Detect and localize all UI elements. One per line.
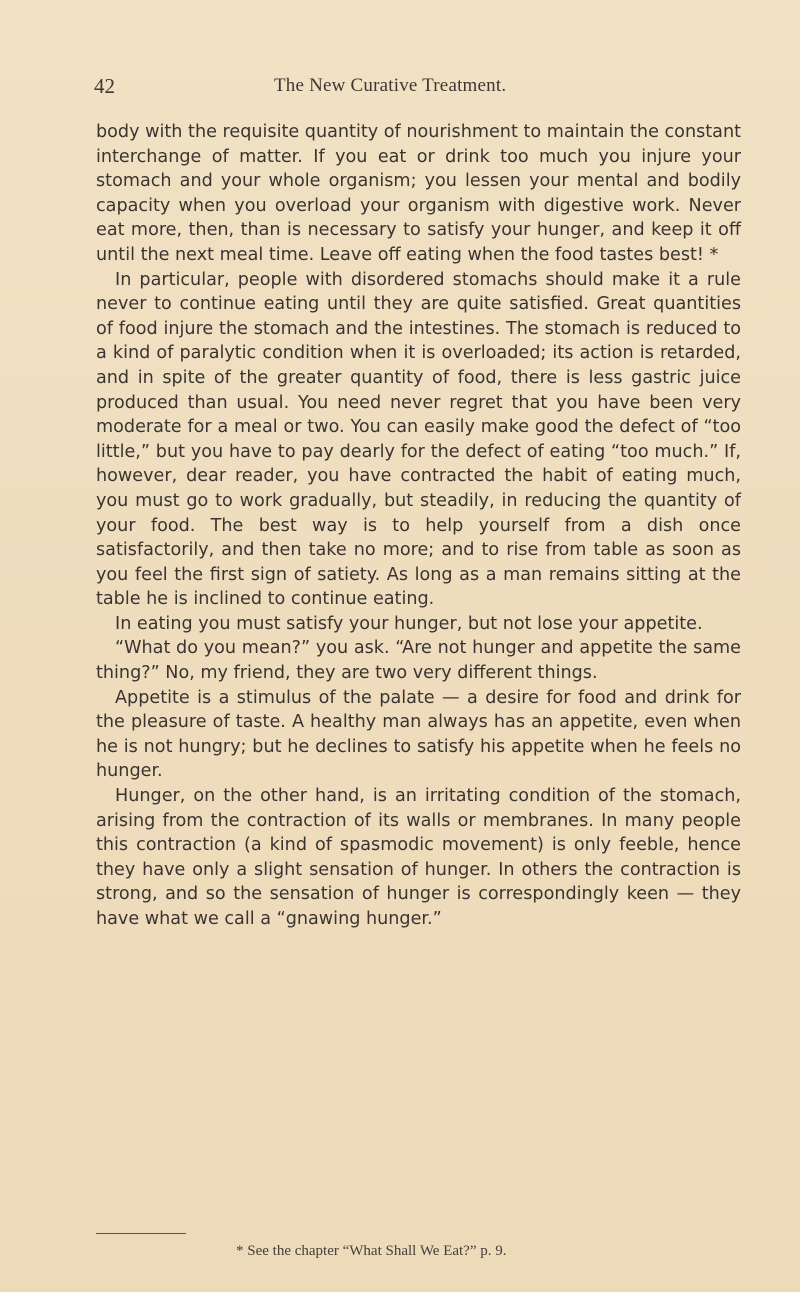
paragraph-continuation: body with the requisite quantity of nourishment to maintain the constant interchange of matter. If you eat or drink too much you injure your stomach and your whole organism; you lessen your mental and bodily capacity when you overload your organism with digestive work. Never eat more, then, than is necessary to satisfy your hunger, and keep it off until the next meal time. Leave off eating when the food tastes best! * (96, 122, 741, 265)
paragraph: Hunger, on the other hand, is an irritating condition of the stomach, arising from the contraction of its walls or membranes. In many people this contraction (a kind of spasmodic movement) is only feeble, hence they have only a slight sensation of hunger. In others the contraction is strong, and so the sensation of hunger is correspondingly keen — they have what we call a “gnawing hunger.” (96, 786, 741, 929)
paragraph: “What do you mean?” you ask. “Are not hunger and appetite the same thing?” No, my friend, they are two very different things. (96, 638, 741, 684)
body-text (96, 120, 741, 932)
page-number: 42 (94, 74, 115, 98)
paragraph: In particular, people with disordered stomachs should make it a rule never to continue eating until they are quite satisfied. Great quantities of food injure the stomach and the intestines. The stomach is reduced to a kind of paralytic condition when it is overloaded; its action is retarded, and in spite of the greater quantity of food, there is less gastric juice produced than usual. You need never regret that you have been very moderate for a meal or two. You can easily make good the defect of “too little,” but you have to pay dearly for the defect of eating “too much.” If, however, dear reader, you have contracted the habit of eating much, you must go to work gradually, but steadily, in reducing the quantity of your food. The best way is to help yourself from a dish once satisfactorily, and then take no more; and to rise from table as soon as you feel the first sign of satiety. As long as a man remains sitting at the table he is inclined to continue eating. (96, 269, 741, 610)
paragraph: In eating you must satisfy your hunger, but not lose your appetite. (115, 613, 703, 634)
footnote: * See the chapter “What Shall We Eat?” p. 9. (236, 1243, 507, 1259)
page-header (94, 74, 744, 98)
footnote-divider (96, 1233, 186, 1234)
running-title: The New Curative Treatment. (274, 75, 507, 96)
paragraph: Appetite is a stimulus of the palate — a desire for food and drink for the pleasure of taste. A healthy man always has an appetite, even when he is not hungry; but he declines to satisfy his appetite when he feels no hunger. (96, 687, 741, 782)
